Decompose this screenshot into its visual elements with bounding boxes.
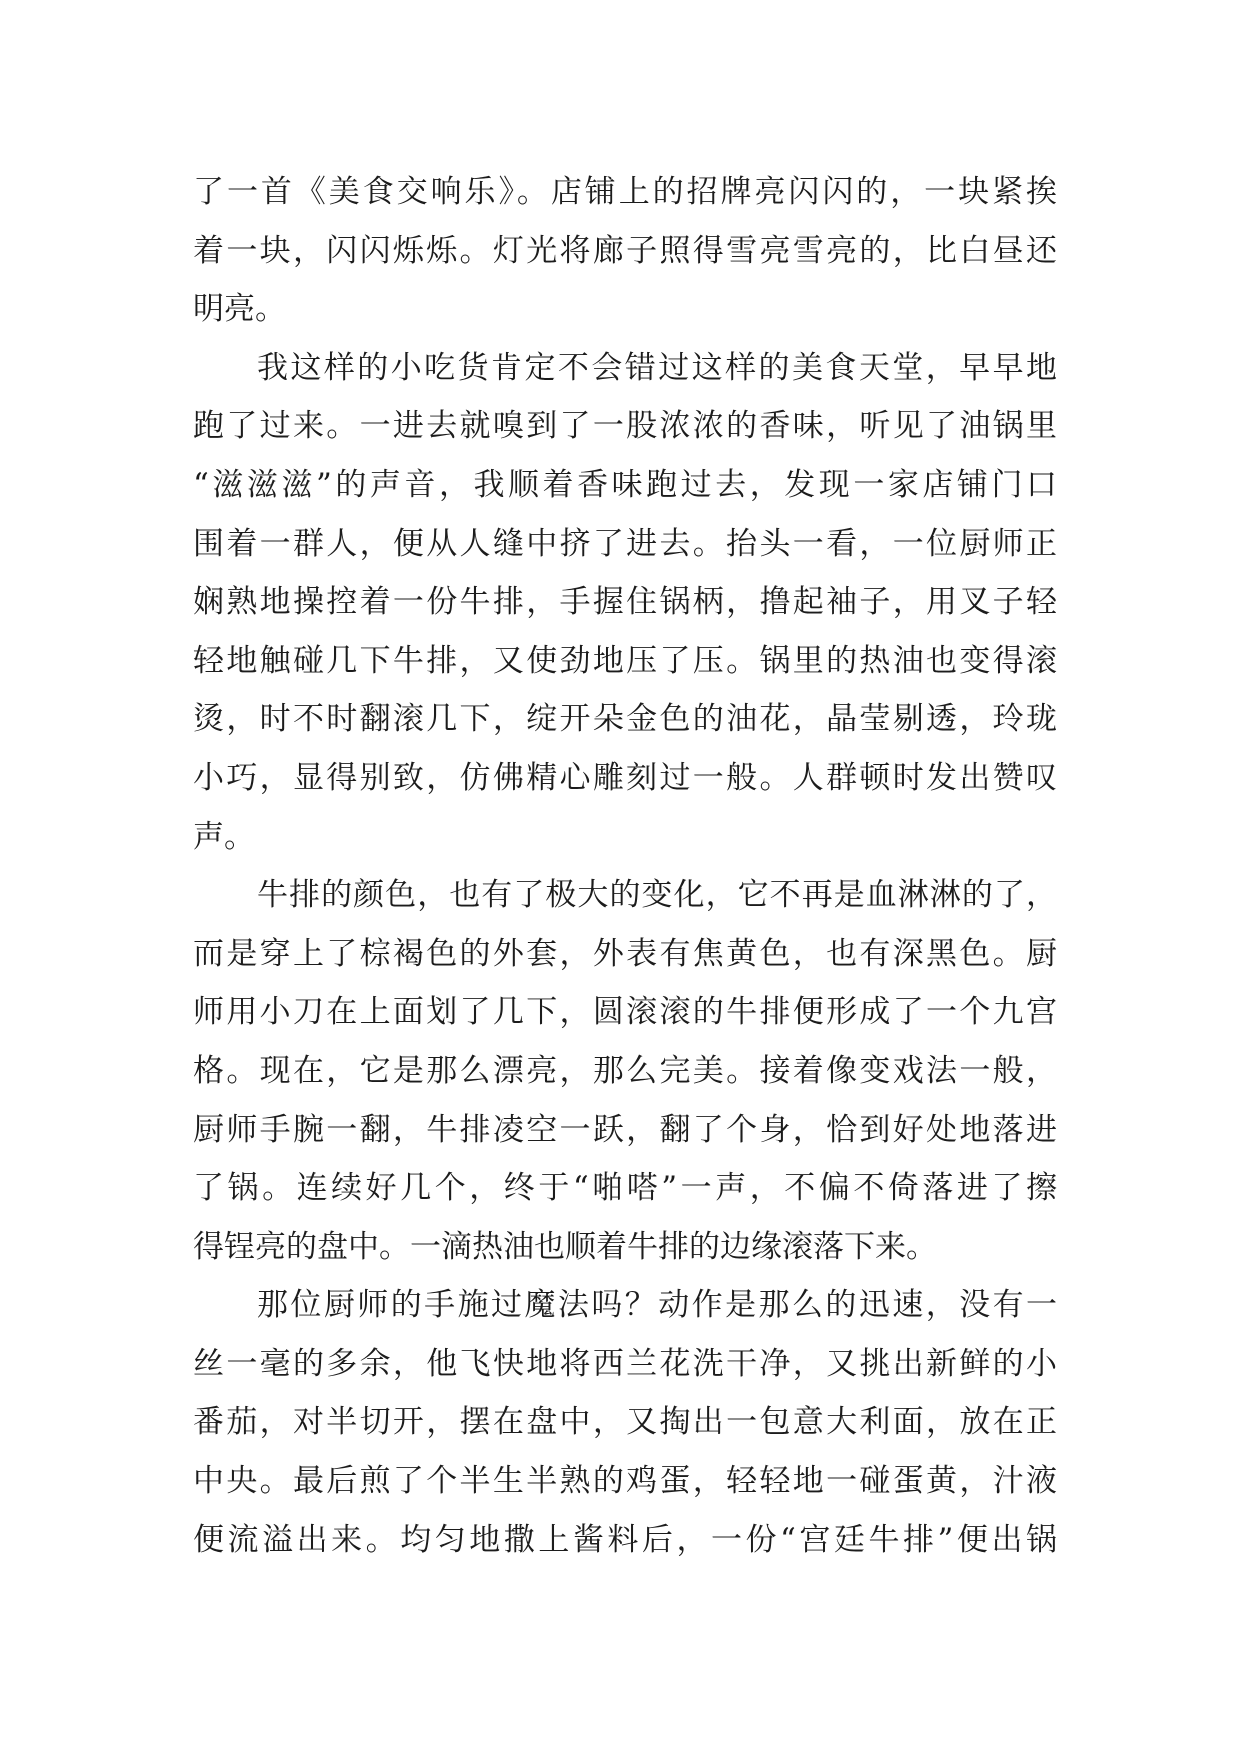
text-line: 牛排的颜色，也有了极大的变化，它不再是血淋淋的了， [257, 877, 1057, 914]
paragraph-1 [193, 163, 1057, 339]
text-line: 围着一群人，便从人缝中挤了进去。抬头一看，一位厨师正 [193, 525, 1057, 562]
text-line: 明亮。 [193, 291, 286, 328]
paragraph-2 [193, 339, 1057, 866]
text-line: 厨师手腕一翻，牛排凌空一跃，翻了个身，恰到好处地落进 [193, 1111, 1057, 1148]
text-line: 轻地触碰几下牛排，又使劲地压了压。锅里的热油也变得滚 [193, 642, 1057, 679]
text-line: 我这样的小吃货肯定不会错过这样的美食天堂，早早地 [257, 349, 1057, 386]
text-line: 着一块，闪闪烁烁。灯光将廊子照得雪亮雪亮的，比白昼还 [193, 232, 1057, 269]
text-line: “滋滋滋”的声音，我顺着香味跑过去，发现一家店铺门口 [193, 466, 1057, 503]
text-line: 番茄，对半切开，摆在盘中，又掏出一包意大利面，放在正 [193, 1404, 1057, 1441]
paragraph-3 [193, 866, 1057, 1276]
text-line: 而是穿上了棕褐色的外套，外表有焦黄色，也有深黑色。厨 [193, 935, 1057, 972]
text-line: 那位厨师的手施过魔法吗？动作是那么的迅速，没有一 [257, 1287, 1057, 1324]
text-line: 了锅。连续好几个，终于“啪嗒”一声，不偏不倚落进了擦 [193, 1170, 1057, 1207]
text-line: 烫，时不时翻滚几下，绽开朵金色的油花，晶莹剔透，玲珑 [193, 701, 1057, 738]
text-line: 跑了过来。一进去就嗅到了一股浓浓的香味，听见了油锅里 [193, 408, 1057, 445]
document-page [193, 163, 1057, 1569]
text-line: 丝一毫的多余，他飞快地将西兰花洗干净，又挑出新鲜的小 [193, 1345, 1057, 1382]
text-line: 得锃亮的盘中。一滴热油也顺着牛排的边缘滚落下来。 [193, 1228, 937, 1265]
text-line: 格。现在，它是那么漂亮，那么完美。接着像变戏法一般， [193, 1052, 1057, 1089]
text-line: 师用小刀在上面划了几下，圆滚滚的牛排便形成了一个九宫 [193, 994, 1057, 1031]
text-line: 中央。最后煎了个半生半熟的鸡蛋，轻轻地一碰蛋黄，汁液 [193, 1463, 1057, 1500]
text-line: 娴熟地操控着一份牛排，手握住锅柄，撸起袖子，用叉子轻 [193, 584, 1057, 621]
paragraph-4 [193, 1276, 1057, 1569]
text-line: 了一首《美食交响乐》。店铺上的招牌亮闪闪的，一块紧挨 [193, 174, 1057, 210]
text-line: 声。 [193, 818, 255, 855]
text-line: 小巧，显得别致，仿佛精心雕刻过一般。人群顿时发出赞叹 [193, 759, 1057, 796]
text-line: 便流溢出来。均匀地撒上酱料后，一份“宫廷牛排”便出锅 [193, 1521, 1057, 1558]
